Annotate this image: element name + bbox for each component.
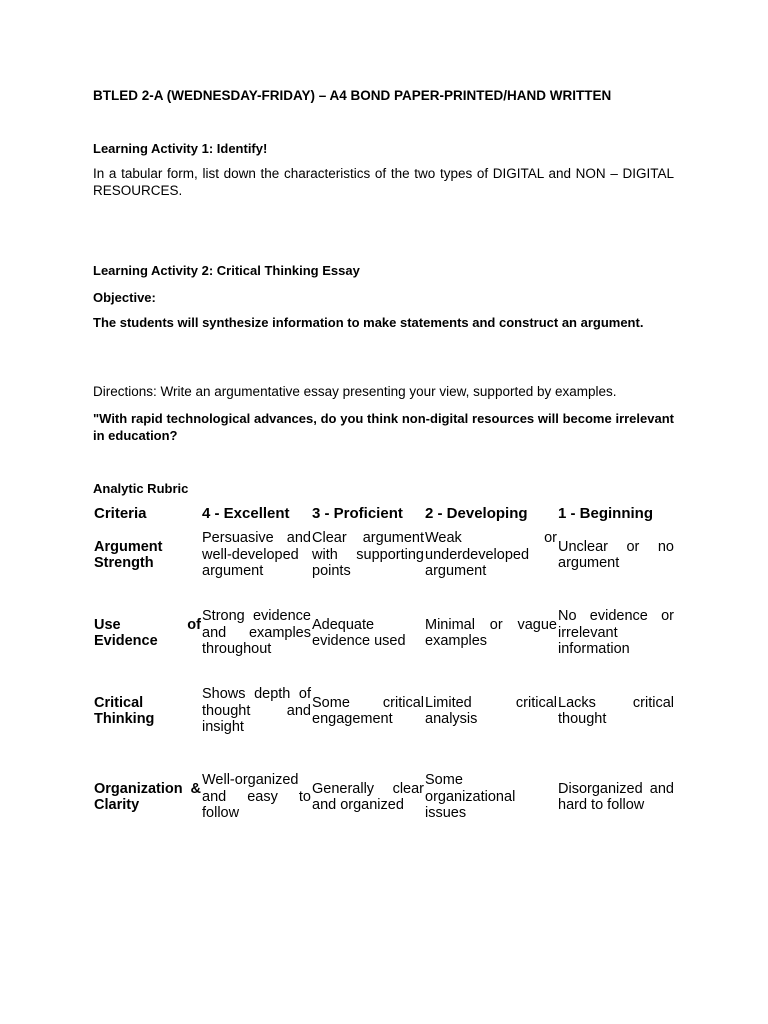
rubric-col-excellent: 4 - Excellent xyxy=(202,504,290,522)
activity2-heading: Learning Activity 2: Critical Thinking Essay xyxy=(93,263,360,278)
essay-question: "With rapid technological advances, do you think non-digital resources will become irrelevant in education? xyxy=(93,411,674,443)
rubric-cell: Weak or underdeveloped argument xyxy=(425,530,557,580)
rubric-col-developing: 2 - Developing xyxy=(425,504,528,522)
rubric-cell: Adequate evidence used xyxy=(312,616,406,649)
rubric-cell: Some critical engagement xyxy=(312,694,424,727)
rubric-cell: Lacks critical thought xyxy=(558,694,674,727)
rubric-cell: Limited critical analysis xyxy=(425,694,557,727)
activity1-heading: Learning Activity 1: Identify! xyxy=(93,141,268,156)
rubric-cell: Some organizational issues xyxy=(425,772,516,822)
objective-label: Objective: xyxy=(93,290,156,305)
rubric-cell: Persuasive and well-developed argument xyxy=(202,530,311,580)
rubric-criteria-cell: Use of Evidence xyxy=(94,616,201,649)
objective-text: The students will synthesize information to make statements and construct an argument. xyxy=(93,315,644,330)
table-row xyxy=(93,599,674,685)
rubric-cell: Clear argument with supporting points xyxy=(312,530,424,580)
rubric-cell: Well-organized and easy to follow xyxy=(202,772,311,822)
rubric-criteria-cell: Organization & Clarity xyxy=(94,780,201,813)
rubric-col-beginning: 1 - Beginning xyxy=(558,504,653,522)
rubric-cell: Disorganized and hard to follow xyxy=(558,780,674,813)
directions-text: Directions: Write an argumentative essay presenting your view, supported by examples. xyxy=(93,384,617,399)
rubric-col-criteria: Criteria xyxy=(94,504,147,522)
table-row xyxy=(93,529,674,599)
rubric-criteria-cell: Argument Strength xyxy=(94,538,163,571)
rubric-col-proficient: 3 - Proficient xyxy=(312,504,403,522)
rubric-header-row xyxy=(93,505,674,529)
rubric-cell: Shows depth of thought and insight xyxy=(202,686,311,736)
rubric-heading: Analytic Rubric xyxy=(93,481,189,496)
rubric-cell: Unclear or no argument xyxy=(558,538,674,571)
rubric-cell: Generally clear and organized xyxy=(312,780,424,813)
table-row xyxy=(93,685,674,771)
rubric-cell: Strong evidence and examples throughout xyxy=(202,608,311,658)
rubric-criteria-cell: Critical Thinking xyxy=(94,694,155,727)
rubric-cell: No evidence or irrelevant information xyxy=(558,608,674,658)
document-title: BTLED 2-A (WEDNESDAY-FRIDAY) – A4 BOND PAPER-PRINTED/HAND WRITTEN xyxy=(93,88,612,103)
activity1-body: In a tabular form, list down the characteristics of the two types of DIGITAL and NON – DIGITAL RESOURCES. xyxy=(93,166,674,198)
table-row xyxy=(93,771,674,857)
rubric-table xyxy=(93,505,674,857)
rubric-cell: Minimal or vague examples xyxy=(425,616,557,649)
